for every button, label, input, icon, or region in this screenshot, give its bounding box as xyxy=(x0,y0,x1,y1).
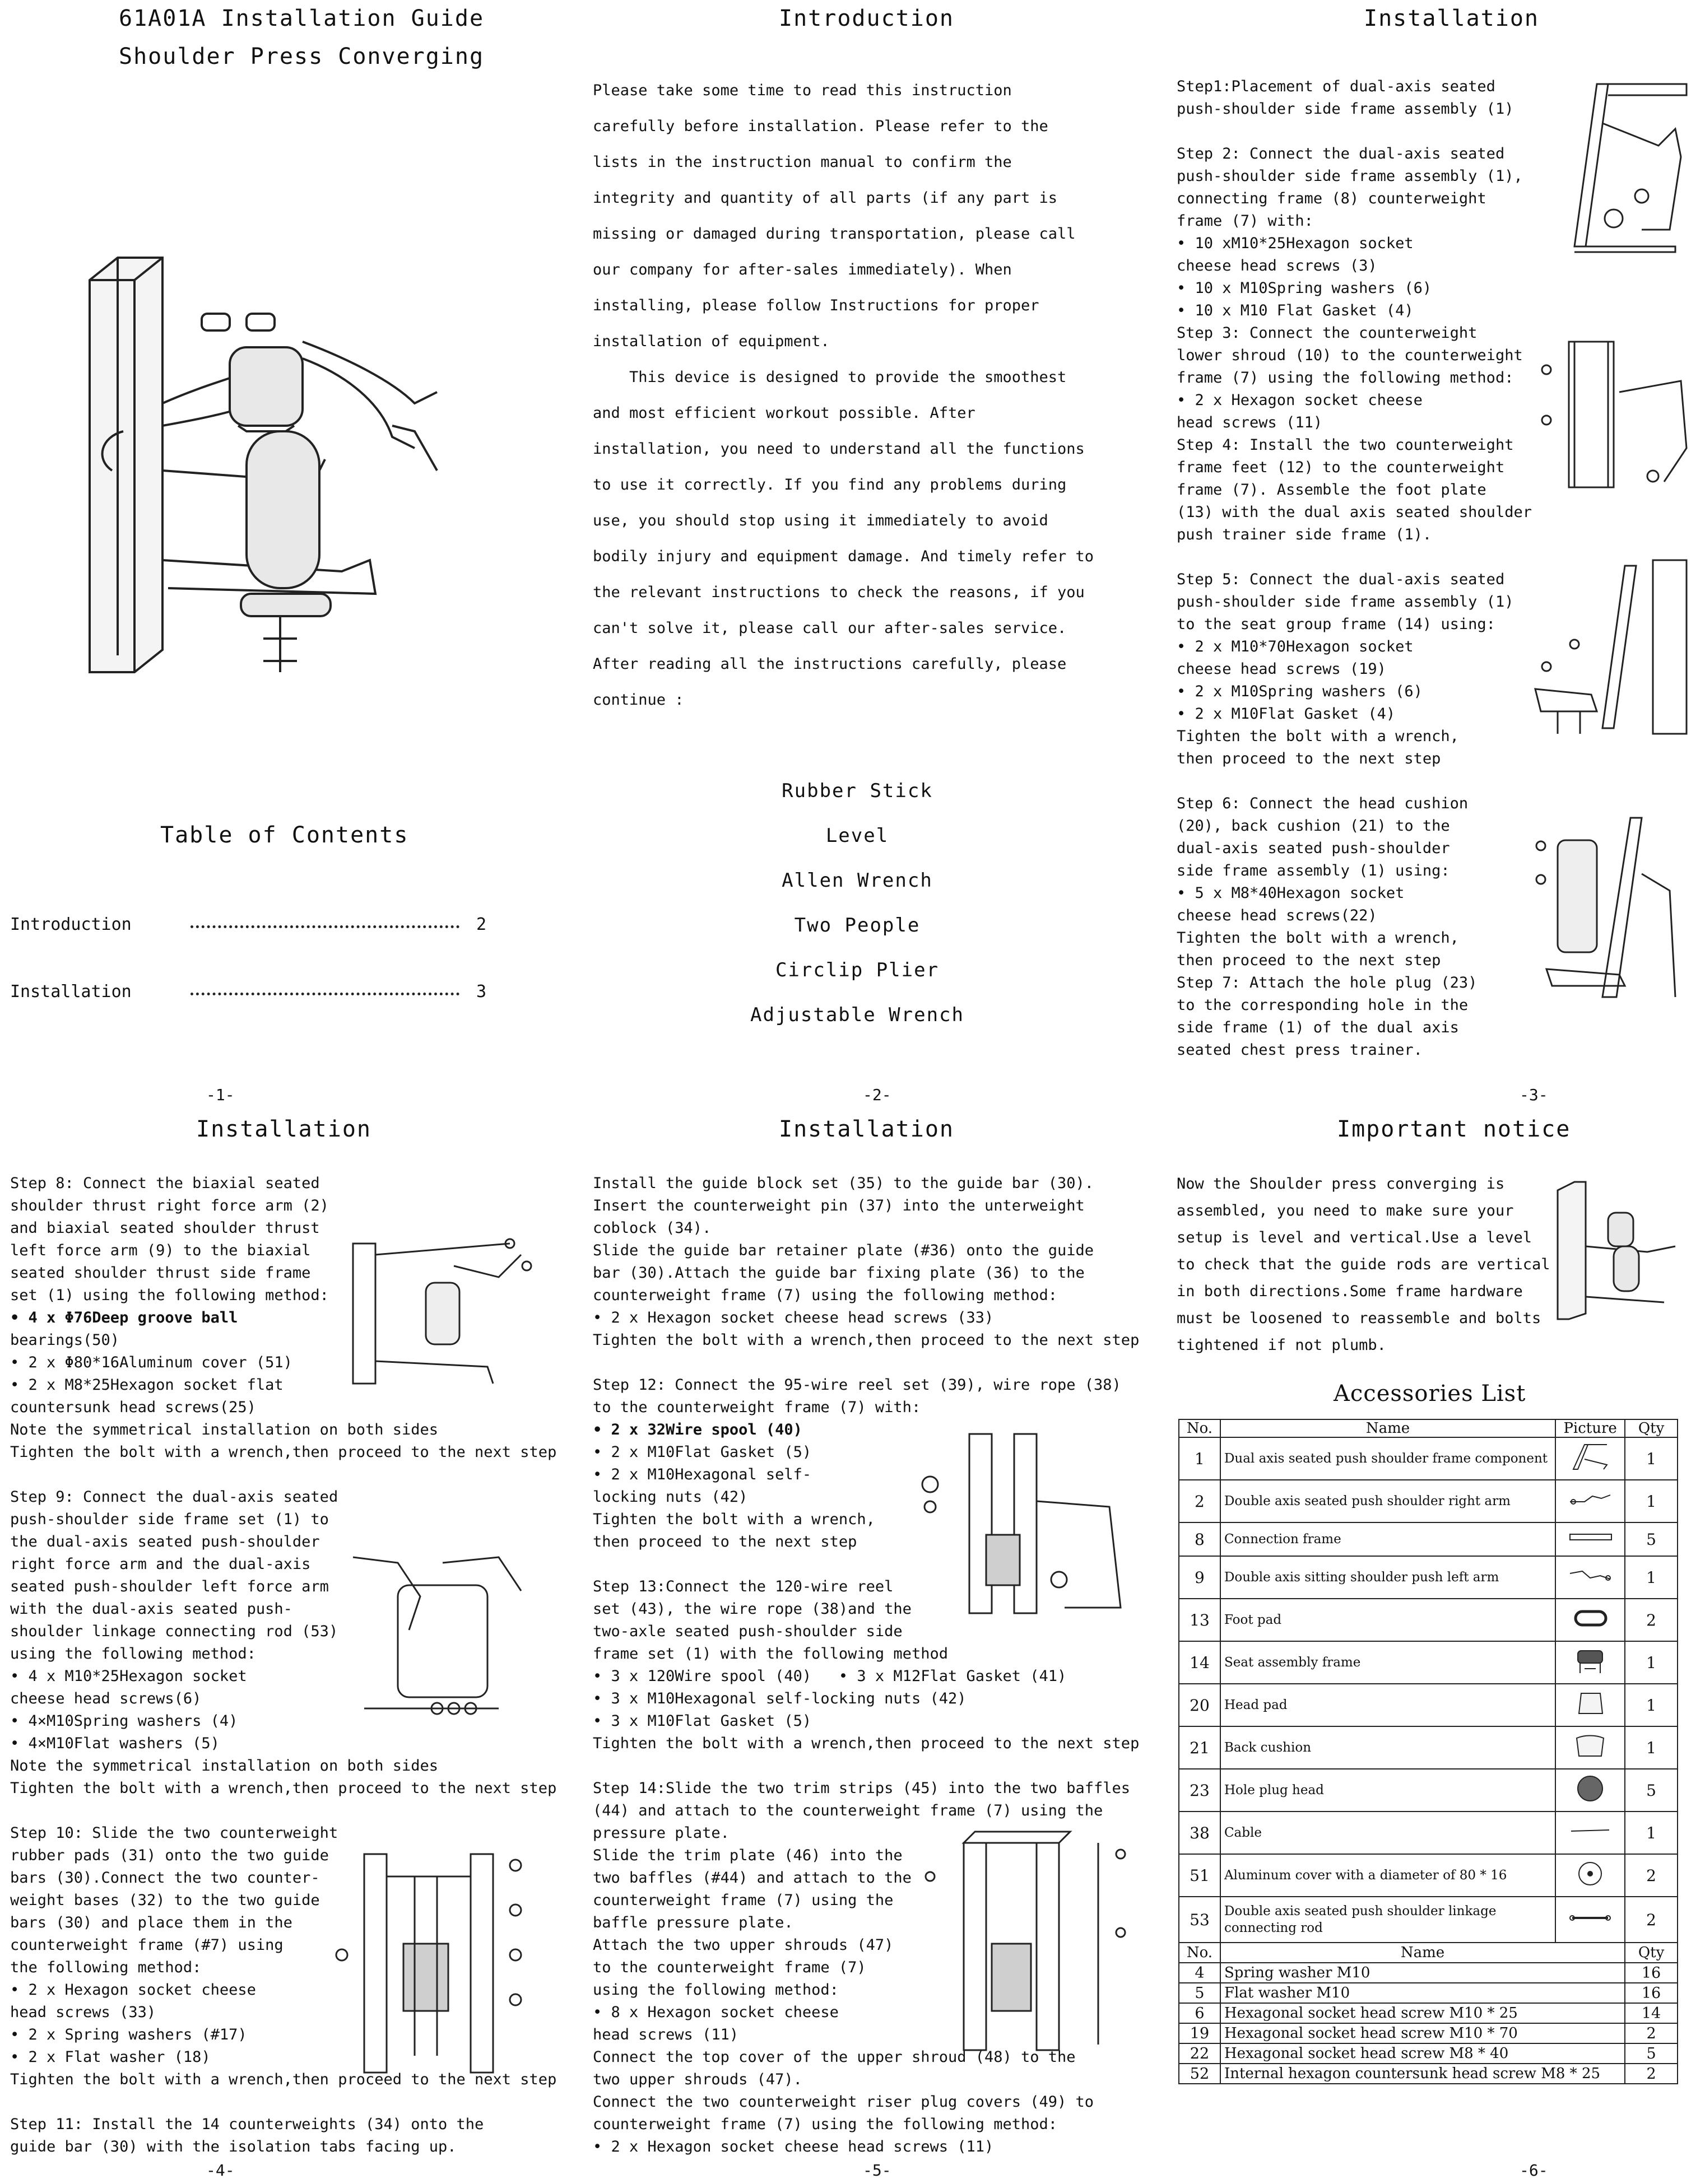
important-notice-title: Important notice xyxy=(1337,1116,1571,1142)
installation-title: Installation xyxy=(1364,6,1539,31)
tool-item: Adjustable Wrench xyxy=(750,1004,964,1026)
page-number: -4- xyxy=(206,2161,235,2180)
table-row xyxy=(1179,2023,1678,2043)
hardware-number: 22 xyxy=(1179,2043,1220,2064)
part-picture xyxy=(1555,1897,1625,1943)
part-quantity: 1 xyxy=(1625,1812,1678,1854)
hardware-header-row xyxy=(1179,1943,1678,1963)
page-number: -1- xyxy=(206,1086,235,1104)
table-row xyxy=(1179,1522,1678,1556)
machine-illustration xyxy=(78,246,482,695)
hardware-quantity: 2 xyxy=(1625,2064,1678,2084)
part-picture xyxy=(1555,1556,1625,1599)
part-picture xyxy=(1555,1641,1625,1684)
step1-frame-diagram xyxy=(1563,78,1692,263)
table-row xyxy=(1179,1556,1678,1599)
part-quantity: 2 xyxy=(1625,1599,1678,1641)
foot-pad-icon xyxy=(1568,1604,1613,1633)
part-quantity: 1 xyxy=(1625,1480,1678,1522)
table-row xyxy=(1179,1437,1678,1480)
page-number: -2- xyxy=(863,1086,891,1104)
part-number: 53 xyxy=(1179,1897,1220,1943)
part-picture xyxy=(1555,1854,1625,1897)
step8-arms-diagram xyxy=(342,1232,532,1389)
part-quantity: 1 xyxy=(1625,1641,1678,1684)
hardware-number: 52 xyxy=(1179,2064,1220,2084)
tool-item: Circlip Plier xyxy=(775,959,940,981)
linkage-rod-icon xyxy=(1568,1903,1613,1932)
part-number: 9 xyxy=(1179,1556,1220,1599)
table-row xyxy=(1179,1480,1678,1522)
hardware-number: 19 xyxy=(1179,2023,1220,2043)
table-row xyxy=(1179,1983,1678,2003)
part-number: 1 xyxy=(1179,1437,1220,1480)
table-row xyxy=(1179,1769,1678,1812)
part-quantity: 1 xyxy=(1625,1726,1678,1769)
product-name: Shoulder Press Converging xyxy=(119,44,485,69)
guide-title: 61A01A Installation Guide xyxy=(119,6,485,31)
hardware-quantity: 2 xyxy=(1625,2023,1678,2043)
hardware-quantity: 14 xyxy=(1625,2003,1678,2023)
installation-title: Installation xyxy=(779,1116,954,1142)
column-header: No. xyxy=(1179,1943,1220,1963)
hardware-number: 5 xyxy=(1179,1983,1220,2003)
table-row xyxy=(1179,2064,1678,2084)
hardware-name: Flat washer M10 xyxy=(1220,1983,1625,2003)
page-number: -6- xyxy=(1520,2161,1548,2180)
part-picture xyxy=(1555,1437,1625,1480)
table-row xyxy=(1179,1963,1678,1983)
page-number: -5- xyxy=(863,2161,891,2180)
part-name: Head pad xyxy=(1220,1684,1555,1726)
part-name: Double axis seated push shoulder right arm xyxy=(1220,1480,1555,1522)
step12-wire-reel-diagram xyxy=(919,1423,1132,1624)
part-number: 8 xyxy=(1179,1522,1220,1556)
part-number: 13 xyxy=(1179,1599,1220,1641)
step5-frame-diagram xyxy=(1524,555,1692,739)
table-row xyxy=(1179,1854,1678,1897)
hardware-quantity: 5 xyxy=(1625,2043,1678,2064)
part-name: Back cushion xyxy=(1220,1726,1555,1769)
column-header: Qty xyxy=(1625,1419,1678,1437)
hardware-name: Hexagonal socket head screw M10 * 70 xyxy=(1220,2023,1625,2043)
toc-page-installation: 3 xyxy=(476,982,487,1002)
toc-leader-dots xyxy=(191,993,459,995)
hardware-name: Hexagonal socket head screw M10 * 25 xyxy=(1220,2003,1625,2023)
cable-icon xyxy=(1568,1817,1613,1846)
part-picture xyxy=(1555,1726,1625,1769)
part-quantity: 1 xyxy=(1625,1437,1678,1480)
table-row xyxy=(1179,2043,1678,2064)
assembled-machine-thumbnail xyxy=(1552,1179,1681,1325)
toc-page-introduction: 2 xyxy=(476,915,487,934)
part-quantity: 5 xyxy=(1625,1522,1678,1556)
part-quantity: 5 xyxy=(1625,1769,1678,1812)
part-quantity: 2 xyxy=(1625,1897,1678,1943)
side-frame-icon xyxy=(1568,1442,1613,1471)
accessories-title: Accessories List xyxy=(1334,1381,1526,1407)
part-picture xyxy=(1555,1599,1625,1641)
toc-title: Table of Contents xyxy=(160,822,409,848)
part-picture xyxy=(1555,1684,1625,1726)
part-number: 14 xyxy=(1179,1641,1220,1684)
part-number: 38 xyxy=(1179,1812,1220,1854)
tools-list xyxy=(689,769,1025,1037)
hardware-number: 4 xyxy=(1179,1963,1220,1983)
part-number: 2 xyxy=(1179,1480,1220,1522)
step10-counterweight-diagram xyxy=(331,1843,532,2078)
table-row xyxy=(1179,1641,1678,1684)
right-arm-icon xyxy=(1568,1485,1613,1514)
back-cushion-icon xyxy=(1568,1731,1613,1761)
column-header: Name xyxy=(1220,1943,1625,1963)
tool-item: Two People xyxy=(794,914,921,937)
part-name: Double axis seated push shoulder linkage connecting rod xyxy=(1220,1897,1555,1943)
column-header: Qty xyxy=(1625,1943,1678,1963)
seat-frame-icon xyxy=(1568,1646,1613,1675)
toc-leader-dots xyxy=(191,925,459,928)
hardware-number: 6 xyxy=(1179,2003,1220,2023)
part-picture xyxy=(1555,1480,1625,1522)
important-notice-text: Now the Shoulder press converging is assembled, you need to make sure your setup is level and vertical.Use a level to check that the guide rods are vertical in both directions.Some frame hardware must be loosened to reassemble and bolts tightened if not plumb. xyxy=(1177,1175,1550,1354)
part-number: 23 xyxy=(1179,1769,1220,1812)
part-picture xyxy=(1555,1522,1625,1556)
part-name: Hole plug head xyxy=(1220,1769,1555,1812)
installation-title: Installation xyxy=(196,1116,371,1142)
accessories-table xyxy=(1178,1419,1678,2084)
column-header: Name xyxy=(1220,1419,1555,1437)
table-row xyxy=(1179,1897,1678,1943)
hardware-quantity: 16 xyxy=(1625,1963,1678,1983)
installation-steps-1-7: Step1:Placement of dual-axis seated push-shoulder side frame assembly (1) Step 2: Connect the dual-axis seated push-shoulder side frame assembly (1), connecting frame (8) counterweight frame (7) with: • 10 xM10*25Hexagon socket cheese head screws (3) • 10 x M10Spring washers (6) • 10 x M10 Flat Gasket (4) Step 3: Connect the counterweight lower shroud (10) to the counterweight frame (7) using the following method: • 2 x Hexagon socket cheese head screws (11) Step 4: Install the two counterweight frame feet (12) to the counterweight frame (7). Assemble the foot plate (13) with the dual axis seated shoulder push trainer side frame (1). Step 5: Connect the dual-axis seated push-shoulder side frame assembly (1) to the seat group frame (14) using: • 2 x M10*70Hexagon socket cheese head screws (19) • 2 x M10Spring washers (6) • 2 x M10Flat Gasket (4) Tighten the bolt with a wrench, then proceed to the next step Step 6: Connect the head cushion (20), back cushion (21) to the dual-axis seated push-shoulder side frame assembly (1) using: • 5 x M8*40Hexagon socket cheese head screws(22) Tighten the bolt with a wrench, then proceed to the next step Step 7: Attach the hole plug (23) to the corresponding hole in the side frame (1) of the dual axis seated chest press trainer. xyxy=(1177,78,1532,1059)
introduction-title: Introduction xyxy=(779,6,954,31)
part-picture xyxy=(1555,1769,1625,1812)
hardware-quantity: 16 xyxy=(1625,1983,1678,2003)
table-row xyxy=(1179,2003,1678,2023)
tool-item: Rubber Stick xyxy=(782,780,933,802)
table-row xyxy=(1179,1726,1678,1769)
toc-label-installation[interactable]: Installation xyxy=(10,982,132,1002)
installation-steps-12-14: Install the guide block set (35) to the guide bar (30). Insert the counterweight pin (37) into the unterweight coblock (34). Slide the guide bar retainer plate (#36) onto the guide bar (30).Attach the guide bar fixing plate (36) to the counterweight frame (7) using the following method: • 2 x Hexagon socket cheese head screws (33) Tighten the bolt with a wrench,then proceed to the next step Step 12: Connect the 95-wire reel set (39), wire rope (38) to the counterweight frame (7) with: • 2 x 32Wire spool (40) • 2 x M10Flat Gasket (5) • 2 x M10Hexagonal self- locking nuts (42) Tighten the bolt with a wrench, then proceed to the next step Step 13:Connect the 120-wire reel set (43), the wire rope (38)and the two-axle seated push-shoulder side frame set (1) with the following method • 3 x 120Wire spool (40) • 3 x M12Flat Gasket (41) • 3 x M10Hexagonal self-locking nuts (42) • 3 x M10Flat Gasket (5) Tighten the bolt with a wrench,then proceed to the next step Step 14:Slide the two trim strips (45) into the two baffles (44) and attach to the counterweight frame (7) using the pressure plate. Slide the trim plate (46) into the two baffles (#44) and attach to the counterweight frame (7) using the baffle pressure plate. Attach the two upper shrouds (47) to the counterweight frame (7) using the following method: • 8 x Hexagon socket cheese head screws (11) Connect the top cover of the upper shroud (48) to the two upper shrouds (47). Connect the two counterweight riser plug covers (49) to counterweight frame (7) using the following method: • 2 x Hexagon socket cheese head screws (11) xyxy=(593,1175,1140,2155)
part-name: Seat assembly frame xyxy=(1220,1641,1555,1684)
step3-frame-diagram xyxy=(1535,336,1692,493)
step9-linkage-diagram xyxy=(331,1540,532,1725)
left-arm-icon xyxy=(1568,1561,1613,1590)
part-name: Foot pad xyxy=(1220,1599,1555,1641)
part-number: 20 xyxy=(1179,1684,1220,1726)
hole-plug-icon xyxy=(1568,1774,1613,1803)
page-number: -3- xyxy=(1520,1086,1548,1104)
part-name: Aluminum cover with a diameter of 80 * 16 xyxy=(1220,1854,1555,1897)
toc-label-introduction[interactable]: Introduction xyxy=(10,915,132,934)
part-quantity: 1 xyxy=(1625,1556,1678,1599)
tool-item: Level xyxy=(825,825,889,847)
part-quantity: 2 xyxy=(1625,1854,1678,1897)
hardware-name: Hexagonal socket head screw M8 * 40 xyxy=(1220,2043,1625,2064)
column-header: Picture xyxy=(1555,1419,1625,1437)
installation-steps-8-11: Step 8: Connect the biaxial seated shoulder thrust right force arm (2) and biaxial seated shoulder thrust left force arm (9) to the biaxial seated shoulder thrust side frame set (1) using the following method: • 4 x Φ76Deep groove ball bearings(50) • 2 x Φ80*16Aluminum cover (51) • 2 x M8*25Hexagon socket flat countersunk head screws(25) Note the symmetrical installation on both sides Tighten the bolt with a wrench,then proceed to the next step Step 9: Connect the dual-axis seated push-shoulder side frame set (1) to the dual-axis seated push-shoulder right force arm and the dual-axis seated push-shoulder left force arm with the dual-axis seated push- shoulder linkage connecting rod (53) using the following method: • 4 x M10*25Hexagon socket cheese head screws(6) • 4×M10Spring washers (4) • 4×M10Flat washers (5) Note the symmetrical installation on both sides Tighten the bolt with a wrench,then proceed to the next step Step 10: Slide the two counterweight rubber pads (31) onto the two guide bars (30).Connect the two counter- weight bases (32) to the two guide bars (30) and place them in the counterweight frame (#7) using the following method: • 2 x Hexagon socket cheese head screws (33) • 2 x Spring washers (#17) • 2 x Flat washer (18) Tighten the bolt with a wrench,then proceed to the next step Step 11: Install the 14 counterweights (34) onto the guide bar (30) with the isolation tabs facing up. xyxy=(10,1175,557,2155)
introduction-text: Please take some time to read this instruction carefully before installation. Please refer to the lists in the instruction manual to confirm the integrity and quantity of all parts (if any part is missing or damaged during transportation, please call our company for after-sales immediately). When installing, please follow Instructions for proper installation of equipment. This device is designed to provide the smoothest and most efficient workout possible. After installation, you need to understand all the functions to use it correctly. If you find any problems during use, you should stop using it immediately to avoid bodily injury and equipment damage. And timely refer to the relevant instructions to check the reasons, if you can't solve it, please call our after-sales service. After reading all the instructions carefully, please continue : xyxy=(593,82,1094,709)
part-name: Double axis sitting shoulder push left arm xyxy=(1220,1556,1555,1599)
connection-frame-icon xyxy=(1568,1523,1613,1552)
part-name: Cable xyxy=(1220,1812,1555,1854)
table-row xyxy=(1179,1599,1678,1641)
hardware-name: Spring washer M10 xyxy=(1220,1963,1625,1983)
aluminum-cover-icon xyxy=(1568,1859,1613,1888)
part-number: 21 xyxy=(1179,1726,1220,1769)
part-quantity: 1 xyxy=(1625,1684,1678,1726)
tool-item: Allen Wrench xyxy=(782,869,933,892)
table-row xyxy=(1179,1812,1678,1854)
step6-cushion-diagram xyxy=(1524,807,1692,1008)
part-picture xyxy=(1555,1812,1625,1854)
table-row xyxy=(1179,1684,1678,1726)
hardware-name: Internal hexagon countersunk head screw M8 * 25 xyxy=(1220,2064,1625,2084)
head-pad-icon xyxy=(1568,1689,1613,1718)
part-name: Connection frame xyxy=(1220,1522,1555,1556)
column-header: No. xyxy=(1179,1419,1220,1437)
part-name: Dual axis seated push shoulder frame component xyxy=(1220,1437,1555,1480)
step14-shroud-diagram xyxy=(919,1820,1132,2056)
part-number: 51 xyxy=(1179,1854,1220,1897)
